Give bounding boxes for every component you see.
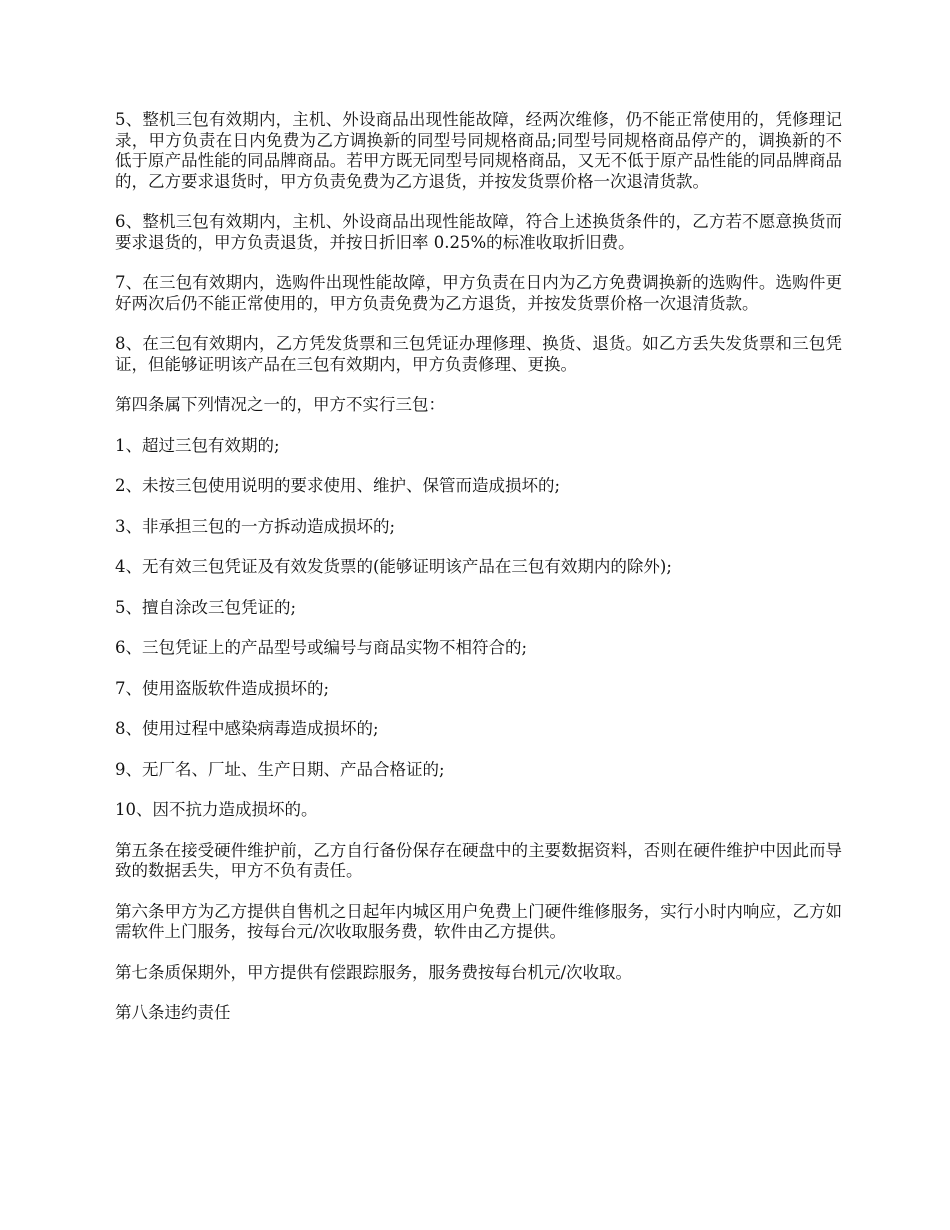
- paragraph-clause-7: 7、在三包有效期内，选购件出现性能故障，甲方负责在日内为乙方免费调换新的选购件。选购件更好两次后仍不能正常使用的，甲方负责免费为乙方退货，并按发货票价格一次退清货款。: [115, 273, 842, 313]
- exclusion-item-5: 5、擅自涂改三包凭证的;: [115, 597, 297, 617]
- article-5: 第五条在接受硬件维护前，乙方自行备份保存在硬盘中的主要数据资料，否则在硬件维护中因此而导致的数据丢失，甲方不负有责任。: [115, 840, 842, 880]
- paragraph-clause-6: 6、整机三包有效期内，主机、外设商品出现性能故障，符合上述换货条件的，乙方若不愿意换货而要求退货的，甲方负责退货，并按日折旧率 0.25%的标准收取折旧费。: [115, 212, 842, 252]
- article-7: 第七条质保期外，甲方提供有偿跟踪服务，服务费按每台机元/次收取。: [115, 962, 633, 982]
- paragraph-clause-8: 8、在三包有效期内，乙方凭发货票和三包凭证办理修理、换货、退货。如乙方丢失发货票和三包凭证，但能够证明该产品在三包有效期内，甲方负责修理、更换。: [115, 334, 842, 374]
- exclusion-item-9: 9、无厂名、厂址、生产日期、产品合格证的;: [115, 759, 445, 779]
- exclusion-item-7: 7、使用盗版软件造成损坏的;: [115, 678, 330, 698]
- article-6: 第六条甲方为乙方提供自售机之日起年内城区用户免费上门硬件维修服务，实行小时内响应，乙方如需软件上门服务，按每台元/次收取服务费，软件由乙方提供。: [115, 901, 842, 941]
- exclusion-item-8: 8、使用过程中感染病毒造成损坏的;: [115, 719, 379, 738]
- article-4-heading: 第四条属下列情况之一的，甲方不实行三包：: [115, 395, 445, 414]
- exclusion-item-4: 4、无有效三包凭证及有效发货票的(能够证明该产品在三包有效期内的除外);: [115, 557, 672, 576]
- article-8-heading: 第八条违约责任: [115, 1003, 231, 1022]
- exclusion-item-1: 1、超过三包有效期的;: [115, 435, 280, 455]
- exclusion-item-3: 3、非承担三包的一方拆动造成损坏的;: [115, 516, 396, 536]
- exclusion-item-10: 10、因不抗力造成损坏的。: [115, 800, 318, 819]
- exclusion-item-6: 6、三包凭证上的产品型号或编号与商品实物不相符合的;: [115, 638, 528, 657]
- exclusion-item-2: 2、未按三包使用说明的要求使用、维护、保管而造成损坏的;: [115, 476, 561, 495]
- paragraph-clause-5: 5、整机三包有效期内，主机、外设商品出现性能故障，经两次维修，仍不能正常使用的，凭修理记录，甲方负责在日内免费为乙方调换新的同型号同规格商品;同型号同规格商品停产的，调换新的不低于原产品性能的同品牌商品。若甲方既无同型号同规格商品，又无不低于原产品性能的同品牌商品的，乙方要求退货时，甲方负责免费为乙方退货，并按发货票价格一次退清货款。: [115, 110, 842, 191]
- document-page: [115, 110, 842, 1044]
